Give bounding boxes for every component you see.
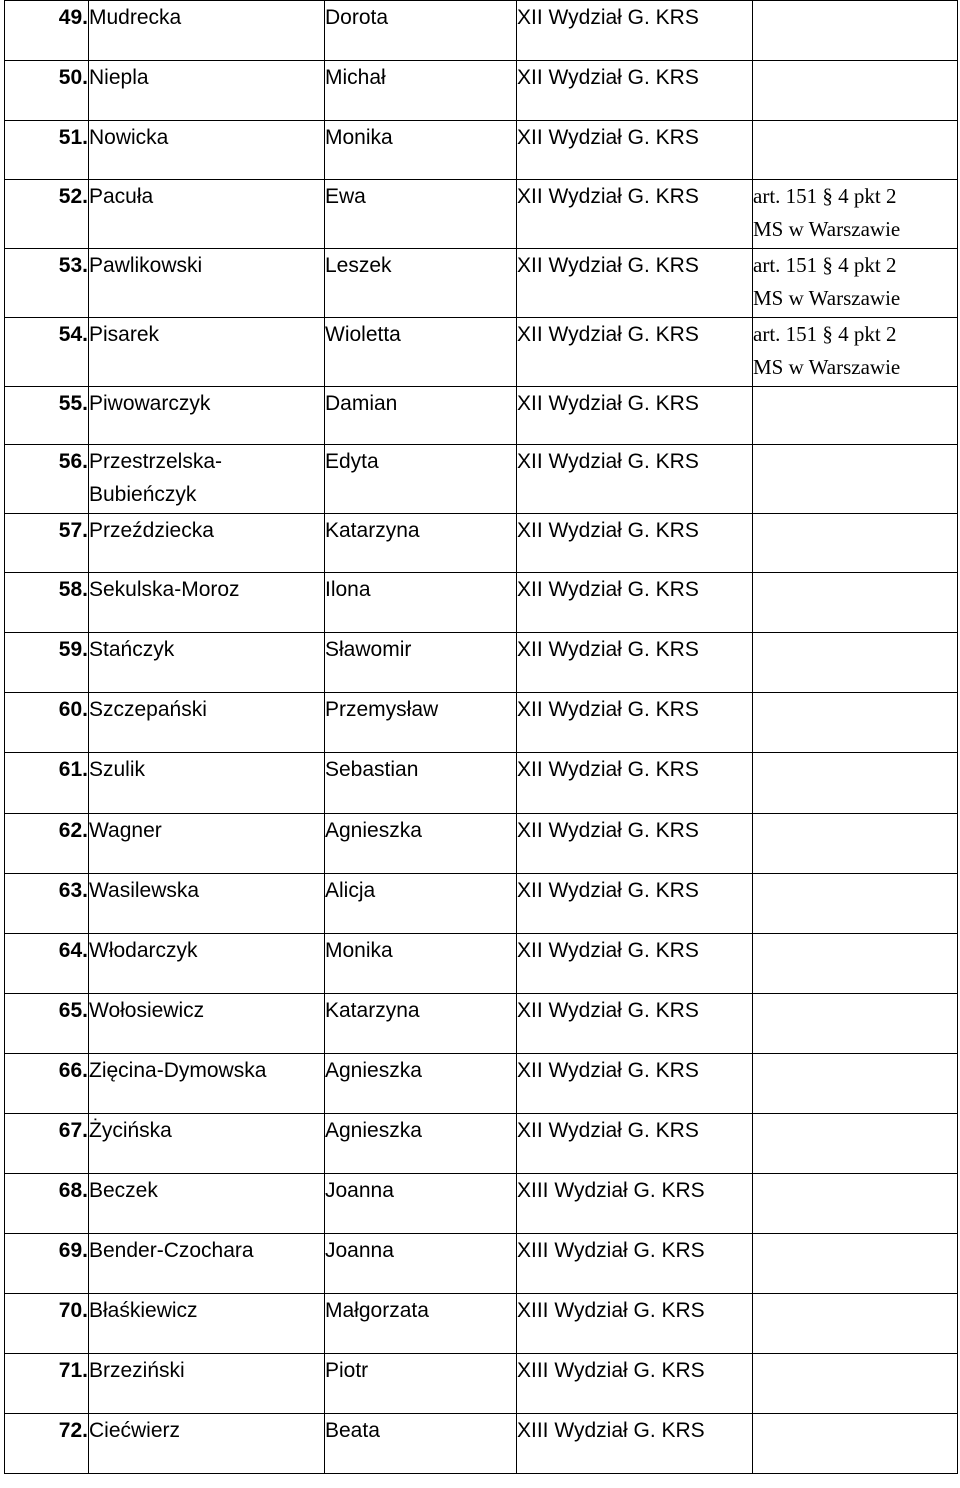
department-cell [517,693,753,753]
first-name-cell [325,1114,517,1174]
first-name-cell-text: Małgorzata [325,1299,429,1322]
row-number-text: 70. [58,1299,88,1322]
note-cell [753,1174,958,1234]
first-name-cell [325,753,517,814]
table-row [5,121,958,180]
department-cell [517,1114,753,1174]
first-name-cell [325,814,517,874]
surname-cell [89,514,325,573]
department-cell-text: XII Wydział G. KRS [517,450,699,473]
note-cell [753,1234,958,1294]
first-name-cell-text: Damian [325,392,398,415]
department-cell [517,753,753,814]
note-cell [753,445,958,514]
first-name-cell [325,318,517,387]
surname-cell [89,61,325,121]
row-number-text: 56. [58,450,88,473]
table-row [5,693,958,753]
note-cell [753,934,958,994]
first-name-cell-text: Monika [325,939,393,962]
row-number [5,814,89,874]
row-number [5,1234,89,1294]
table-row [5,1354,958,1414]
surname-cell-text: Włodarczyk [89,939,198,962]
note-cell [753,514,958,573]
note-line: MS w Warszawie [753,355,901,379]
row-number [5,874,89,934]
surname-cell [89,180,325,249]
note-cell [753,387,958,445]
table-row [5,934,958,994]
note-cell [753,249,958,318]
first-name-cell [325,1294,517,1354]
surname-cell [89,1414,325,1474]
department-cell [517,318,753,387]
surname-cell-text: Pisarek [89,323,160,346]
note-line: MS w Warszawie [753,286,901,310]
row-number [5,934,89,994]
row-number [5,573,89,633]
surname-cell [89,934,325,994]
first-name-cell [325,445,517,514]
surname-cell [89,1,325,61]
row-number [5,753,89,814]
table-row [5,633,958,693]
row-number [5,387,89,445]
table-row [5,1174,958,1234]
surname-cell [89,387,325,445]
table-row [5,514,958,573]
row-number-text: 71. [58,1359,88,1382]
row-number [5,1414,89,1474]
row-number [5,1354,89,1414]
department-cell-text: XIII Wydział G. KRS [517,1299,705,1322]
department-cell-text: XII Wydział G. KRS [517,698,699,721]
first-name-cell [325,1174,517,1234]
row-number-text: 55. [58,392,88,415]
table-row [5,1294,958,1354]
table-row [5,814,958,874]
first-name-cell [325,387,517,445]
surname-cell [89,1354,325,1414]
department-cell-text: XII Wydział G. KRS [517,126,699,149]
surname-cell-text: Szulik [89,758,146,781]
surname-cell [89,445,325,514]
department-cell-text: XII Wydział G. KRS [517,1059,699,1082]
surname-cell-text: Wasilewska [89,879,200,902]
department-cell [517,1234,753,1294]
note-cell [753,633,958,693]
row-number [5,1174,89,1234]
note-cell [753,1294,958,1354]
department-cell [517,1294,753,1354]
department-cell-text: XIII Wydział G. KRS [517,1239,705,1262]
row-number [5,693,89,753]
surname-cell-text: Bender-Czochara [89,1239,254,1262]
row-number-text: 66. [58,1059,88,1082]
table-row [5,1,958,61]
row-number [5,1,89,61]
surname-cell-text: Wołosiewicz [89,999,205,1022]
table-row [5,753,958,814]
surname-cell-text: Niepla [89,66,149,89]
first-name-cell-text: Agnieszka [325,1119,422,1142]
surname-cell [89,1174,325,1234]
row-number-text: 51. [58,126,88,149]
table-row [5,573,958,633]
surname-cell-text: Piwowarczyk [89,392,211,415]
department-cell [517,874,753,934]
first-name-cell-text: Joanna [325,1179,394,1202]
note-line: MS w Warszawie [753,217,901,241]
first-name-cell [325,573,517,633]
surname-cell [89,814,325,874]
row-number-text: 63. [58,879,88,902]
department-cell [517,1,753,61]
note-cell [753,573,958,633]
department-cell [517,1354,753,1414]
note-cell [753,994,958,1054]
row-number-text: 54. [58,323,88,346]
first-name-cell [325,693,517,753]
row-number [5,514,89,573]
department-cell [517,633,753,693]
surname-cell-text: Brzeziński [89,1359,185,1382]
first-name-cell-text: Michał [325,66,386,89]
first-name-cell [325,1054,517,1114]
note-line: art. 151 § 4 pkt 2 [753,253,897,277]
first-name-cell [325,633,517,693]
surname-cell-text: Pawlikowski [89,254,203,277]
surname-cell [89,994,325,1054]
department-cell-text: XII Wydział G. KRS [517,66,699,89]
department-cell [517,1054,753,1114]
department-cell [517,445,753,514]
row-number-text: 52. [58,185,88,208]
surname-cell [89,1294,325,1354]
first-name-cell-text: Przemysław [325,698,439,721]
department-cell [517,121,753,180]
department-cell [517,180,753,249]
table-row [5,249,958,318]
row-number-text: 61. [58,758,88,781]
surname-cell-text: Wagner [89,819,162,842]
surname-cell-text: Szczepański [89,698,207,721]
department-cell-text: XII Wydział G. KRS [517,939,699,962]
judges-table-body [5,1,958,1474]
surname-cell-text: Przeździecka [89,519,214,542]
first-name-cell-text: Beata [325,1419,380,1442]
department-cell-text: XII Wydział G. KRS [517,254,699,277]
department-cell-text: XII Wydział G. KRS [517,392,699,415]
first-name-cell-text: Joanna [325,1239,394,1262]
surname-cell-text: Sekulska-Moroz [89,578,240,601]
department-cell [517,61,753,121]
row-number-text: 64. [58,939,88,962]
table-row [5,387,958,445]
department-cell-text: XIII Wydział G. KRS [517,1419,705,1442]
first-name-cell-text: Edyta [325,450,379,473]
note-cell [753,874,958,934]
department-cell-text: XII Wydział G. KRS [517,638,699,661]
row-number [5,1294,89,1354]
row-number-text: 49. [58,6,88,29]
surname-cell [89,753,325,814]
first-name-cell-text: Agnieszka [325,1059,422,1082]
row-number [5,121,89,180]
note-cell [753,1114,958,1174]
note-cell [753,814,958,874]
first-name-cell [325,121,517,180]
surname-cell [89,121,325,180]
first-name-cell-text: Katarzyna [325,519,420,542]
table-row [5,994,958,1054]
department-cell-text: XII Wydział G. KRS [517,758,699,781]
row-number [5,318,89,387]
note-cell [753,1,958,61]
first-name-cell-text: Ewa [325,185,366,208]
surname-cell-text: Stańczyk [89,638,175,661]
row-number [5,633,89,693]
surname-cell [89,318,325,387]
row-number-text: 69. [58,1239,88,1262]
note-cell [753,1054,958,1114]
row-number-text: 68. [58,1179,88,1202]
row-number-text: 58. [58,578,88,601]
note-cell [753,1414,958,1474]
row-number-text: 65. [58,999,88,1022]
first-name-cell-text: Katarzyna [325,999,420,1022]
first-name-cell-text: Ilona [325,578,371,601]
first-name-cell [325,1354,517,1414]
surname-cell [89,874,325,934]
department-cell [517,573,753,633]
row-number [5,61,89,121]
first-name-cell-text: Alicja [325,879,376,902]
row-number [5,1114,89,1174]
table-row [5,180,958,249]
row-number-text: 57. [58,519,88,542]
table-row [5,445,958,514]
surname-cell [89,1234,325,1294]
surname-cell-text: Pacuła [89,185,154,208]
first-name-cell-text: Monika [325,126,393,149]
row-number-text: 62. [58,819,88,842]
first-name-cell-text: Sławomir [325,638,412,661]
surname-cell [89,633,325,693]
department-cell-text: XIII Wydział G. KRS [517,1179,705,1202]
surname-cell [89,573,325,633]
first-name-cell-text: Agnieszka [325,819,422,842]
row-number [5,994,89,1054]
first-name-cell [325,514,517,573]
department-cell-text: XII Wydział G. KRS [517,999,699,1022]
row-number [5,445,89,514]
department-cell-text: XII Wydział G. KRS [517,323,699,346]
row-number-text: 72. [58,1419,88,1442]
note-cell [753,318,958,387]
surname-cell [89,249,325,318]
department-cell [517,387,753,445]
row-number [5,1054,89,1114]
department-cell [517,1414,753,1474]
table-row [5,1414,958,1474]
surname-cell [89,693,325,753]
judges-table [4,0,958,1474]
note-cell [753,753,958,814]
department-cell-text: XII Wydział G. KRS [517,578,699,601]
first-name-cell-text: Leszek [325,254,392,277]
first-name-cell [325,934,517,994]
row-number [5,180,89,249]
row-number-text: 59. [58,638,88,661]
first-name-cell-text: Piotr [325,1359,369,1382]
note-line: art. 151 § 4 pkt 2 [753,322,897,346]
first-name-cell [325,1,517,61]
department-cell [517,994,753,1054]
table-row [5,1234,958,1294]
department-cell [517,1174,753,1234]
department-cell-text: XII Wydział G. KRS [517,879,699,902]
surname-cell-text: Przestrzelska-Bubieńczyk [89,450,223,506]
note-cell [753,61,958,121]
department-cell [517,514,753,573]
first-name-cell [325,180,517,249]
surname-cell-text: Życińska [89,1119,172,1142]
department-cell-text: XII Wydział G. KRS [517,1119,699,1142]
row-number [5,249,89,318]
first-name-cell-text: Wioletta [325,323,401,346]
table-row [5,1114,958,1174]
first-name-cell [325,994,517,1054]
surname-cell-text: Mudrecka [89,6,182,29]
first-name-cell [325,1234,517,1294]
note-cell [753,1354,958,1414]
row-number-text: 67. [58,1119,88,1142]
department-cell [517,249,753,318]
first-name-cell-text: Sebastian [325,758,419,781]
department-cell [517,814,753,874]
department-cell-text: XII Wydział G. KRS [517,519,699,542]
department-cell-text: XIII Wydział G. KRS [517,1359,705,1382]
surname-cell-text: Zięcina-Dymowska [89,1059,267,1082]
table-row [5,874,958,934]
table-row [5,1054,958,1114]
first-name-cell-text: Dorota [325,6,389,29]
department-cell-text: XII Wydział G. KRS [517,6,699,29]
first-name-cell [325,249,517,318]
first-name-cell [325,874,517,934]
surname-cell-text: Ciećwierz [89,1419,181,1442]
table-row [5,61,958,121]
row-number-text: 60. [58,698,88,721]
surname-cell-text: Beczek [89,1179,158,1202]
surname-cell [89,1054,325,1114]
note-cell [753,693,958,753]
row-number-text: 50. [58,66,88,89]
note-line: art. 151 § 4 pkt 2 [753,184,897,208]
surname-cell [89,1114,325,1174]
note-cell [753,121,958,180]
department-cell [517,934,753,994]
first-name-cell [325,61,517,121]
table-row [5,318,958,387]
department-cell-text: XII Wydział G. KRS [517,185,699,208]
first-name-cell [325,1414,517,1474]
row-number-text: 53. [58,254,88,277]
surname-cell-text: Błaśkiewicz [89,1299,198,1322]
note-cell [753,180,958,249]
surname-cell-text: Nowicka [89,126,169,149]
department-cell-text: XII Wydział G. KRS [517,819,699,842]
